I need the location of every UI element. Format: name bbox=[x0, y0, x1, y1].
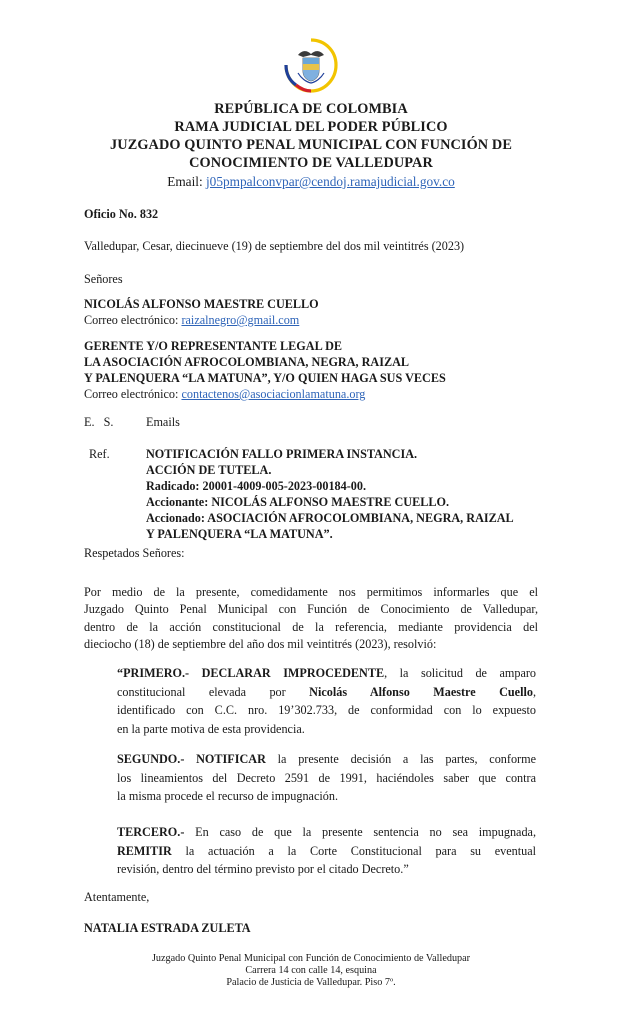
segundo-line2: los lineamientos del Decreto 2591 de 1991, haciéndoles saber que contra bbox=[117, 770, 536, 785]
footer-line2: Carrera 14 con calle 14, esquina bbox=[245, 965, 377, 976]
header-juzgado: JUZGADO QUINTO PENAL MUNICIPAL CON FUNCIÓN DE bbox=[110, 137, 512, 153]
ref-line: Accionado: ASOCIACIÓN AFROCOLOMBIANA, NEGRA, RAIZAL bbox=[146, 511, 514, 525]
recipient1-email-label: Correo electrónico: bbox=[84, 313, 182, 327]
recipient2-line3: Y PALENQUERA “LA MATUNA”, Y/O QUIEN HAGA SUS VECES bbox=[84, 371, 446, 385]
resolution-tercero bbox=[117, 823, 536, 879]
tercero-line2-rest: la actuación a la Corte Constitucional para su eventual bbox=[171, 843, 536, 858]
tercero-line2 bbox=[117, 842, 536, 861]
date-line: Valledupar, Cesar, diecinueve (19) de septiembre del dos mil veintitrés (2023) bbox=[84, 239, 465, 253]
recipient2-line2: LA ASOCIACIÓN AFROCOLOMBIANA, NEGRA, RAIZAL bbox=[84, 355, 410, 369]
resolution-primero bbox=[117, 664, 536, 738]
header-republic: REPÚBLICA DE COLOMBIA bbox=[214, 101, 408, 117]
resolution-segundo bbox=[117, 750, 536, 806]
header-email-line bbox=[0, 174, 622, 190]
es-value: Emails bbox=[146, 415, 180, 429]
recipient2-email-line bbox=[84, 386, 365, 402]
es-label: E. S. bbox=[84, 415, 114, 429]
header-email-label: Email: bbox=[167, 174, 206, 189]
salutation-senores: Señores bbox=[84, 272, 123, 286]
tercero-remitir: REMITIR bbox=[117, 843, 172, 858]
body-line: Por medio de la presente, comedidamente nos permitimos informarles que el bbox=[84, 585, 538, 599]
oficio-number: Oficio No. 832 bbox=[84, 207, 159, 221]
header-email-link[interactable]: j05pmpalconvpar@cendoj.ramajudicial.gov.co bbox=[205, 174, 455, 189]
primero-line2-pre: constitucional elevada por bbox=[117, 684, 310, 699]
body-line: Juzgado Quinto Penal Municipal con Función de Conocimiento de Valledupar, bbox=[84, 602, 538, 617]
primero-name: Nicolás Alfonso Maestre Cuello bbox=[309, 684, 533, 699]
footer-line1: Juzgado Quinto Penal Municipal con Función de Conocimiento de Valledupar bbox=[151, 953, 471, 964]
primero-line2 bbox=[117, 683, 536, 702]
closing: Atentamente, bbox=[84, 890, 150, 904]
tercero-line1 bbox=[117, 823, 536, 842]
primero-line1 bbox=[117, 664, 536, 683]
ref-line: Radicado: 20001-4009-005-2023-00184-00. bbox=[146, 479, 367, 493]
ref-line: Y PALENQUERA “LA MATUNA”. bbox=[146, 527, 333, 541]
header-conocimiento: CONOCIMIENTO DE VALLEDUPAR bbox=[189, 155, 433, 171]
ref-line: ACCIÓN DE TUTELA. bbox=[146, 463, 272, 477]
signer-name: NATALIA ESTRADA ZULETA bbox=[84, 921, 251, 935]
footer-line3: Palacio de Justicia de Valledupar. Piso 7º. bbox=[226, 977, 396, 988]
ref-label: Ref. bbox=[89, 447, 110, 461]
coat-of-arms-logo bbox=[284, 38, 338, 94]
primero-line3: identificado con C.C. nro. 19’302.733, de conformidad con lo expuesto bbox=[117, 703, 536, 718]
greeting: Respetados Señores: bbox=[84, 546, 185, 560]
body-line: dieciocho (18) de septiembre del año dos mil veintitrés (2023), resolvió: bbox=[84, 637, 437, 652]
primero-heading: “PRIMERO.- DECLARAR IMPROCEDENTE bbox=[117, 666, 385, 680]
recipient2-email-label: Correo electrónico: bbox=[84, 387, 182, 401]
primero-line2-post: , bbox=[532, 684, 536, 699]
recipient1-name: NICOLÁS ALFONSO MAESTRE CUELLO bbox=[84, 297, 319, 311]
ref-line: Accionante: NICOLÁS ALFONSO MAESTRE CUELLO. bbox=[146, 495, 450, 509]
segundo-line1-rest: la presente decisión a las partes, conforme bbox=[265, 752, 537, 766]
segundo-line3: la misma procede el recurso de impugnación. bbox=[117, 789, 338, 804]
body-paragraph bbox=[84, 584, 538, 654]
ref-block bbox=[146, 446, 514, 542]
recipient2-line1: GERENTE Y/O REPRESENTANTE LEGAL DE bbox=[84, 339, 343, 353]
segundo-heading: SEGUNDO.- NOTIFICAR bbox=[117, 752, 266, 766]
recipient2-email-link[interactable]: contactenos@asociacionlamatuna.org bbox=[181, 387, 366, 401]
tercero-line3: revisión, dentro del término previsto por el citado Decreto.” bbox=[117, 862, 409, 877]
header-rama-judicial: RAMA JUDICIAL DEL PODER PÚBLICO bbox=[174, 119, 448, 135]
tercero-heading: TERCERO.- bbox=[117, 825, 185, 839]
tercero-line1-rest: En caso de que la presente sentencia no sea impugnada, bbox=[184, 825, 536, 839]
recipient1-email-link[interactable]: raizalnegro@gmail.com bbox=[181, 313, 300, 327]
primero-line1-rest: , la solicitud de amparo bbox=[384, 666, 537, 680]
ref-line: NOTIFICACIÓN FALLO PRIMERA INSTANCIA. bbox=[146, 447, 418, 461]
body-line: dentro de la acción constitucional de la referencia, mediante providencia del bbox=[84, 619, 538, 634]
recipient1-email-line bbox=[84, 312, 299, 328]
footer bbox=[0, 953, 622, 989]
primero-line4: en la parte motiva de esta providencia. bbox=[117, 721, 305, 736]
segundo-line1 bbox=[117, 750, 536, 769]
